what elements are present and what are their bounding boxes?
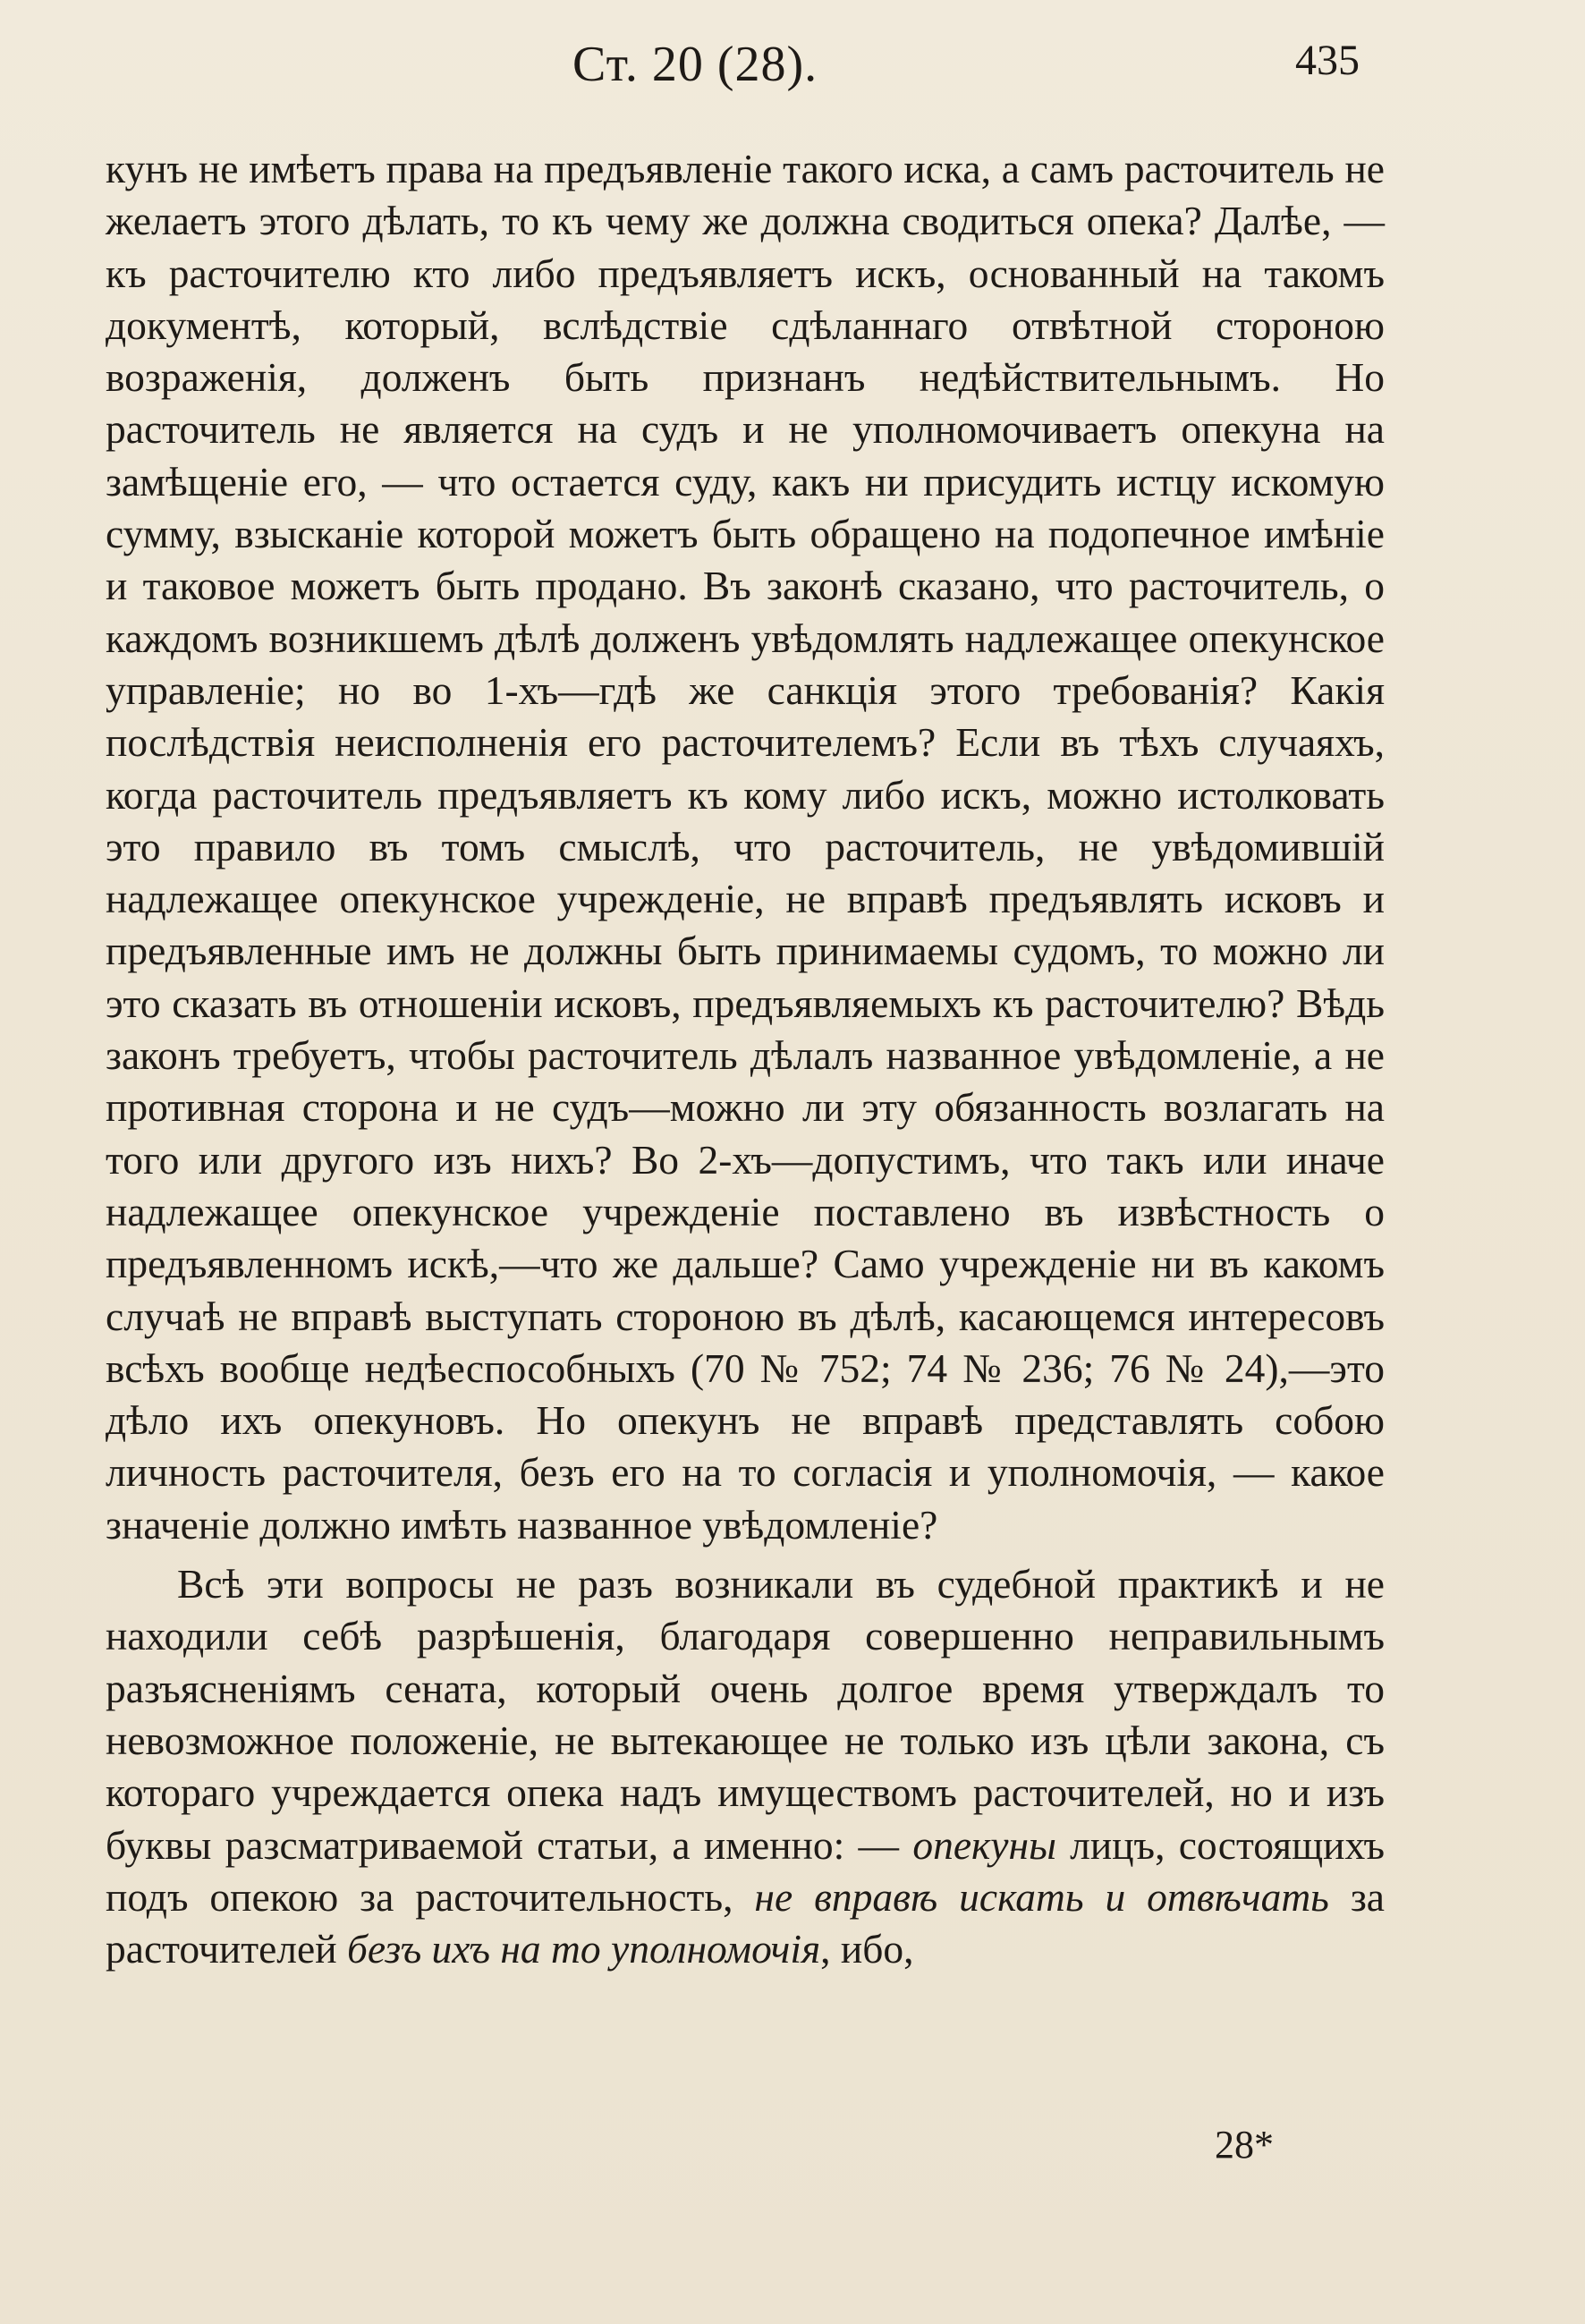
italic-segment: не вправѣ искать и отвѣчать: [754, 1873, 1329, 1920]
text-segment: за расточителей: [106, 1873, 1386, 1972]
signature-mark: 28*: [1215, 2123, 1274, 2167]
paragraph: [106, 1558, 1385, 1975]
text-segment: Всѣ эти вопросы не разъ возникали въ судебной практикѣ и не находили себѣ разрѣшенія, благодаря совершенно неправильнымъ разъясненіямъ сената, который очень долгое время утверждалъ то невозможное положеніе, не вытекающее не только изъ цѣли закона, съ котораго учреждается опека надъ имуществомъ расточителей, но и изъ буквы разсматриваемой статьи, а именно: —: [106, 1561, 1385, 1868]
paragraph: [106, 143, 1385, 1551]
italic-segment: опекуны: [912, 1821, 1056, 1868]
running-head: Ст. 20 (28).: [572, 37, 818, 92]
italic-segment: безъ ихъ на то уполномочія: [346, 1926, 821, 1972]
page-header: [107, 36, 1360, 107]
text-segment: лицъ, состоящихъ подъ опекою за расточительность,: [106, 1821, 1386, 1920]
text-segment: , ибо,: [820, 1926, 914, 1972]
body-text: [106, 143, 1385, 1975]
text-segment: кунъ не имѣетъ права на предъявленіе такого иска, а самъ расточитель не желаетъ этого дѣлать, то къ чему же должна сводиться опека? Далѣе, — къ расточителю кто либо предъявляетъ искъ, основанный на такомъ документѣ, который, вслѣдствіе сдѣланнаго отвѣтной стороною возраженія, долженъ быть признанъ недѣйствительнымъ. Но расточитель не является на судъ и не уполномочиваетъ опекуна на замѣщеніе его, — что остается суду, какъ ни присудить истцу искомую сумму, взысканіе которой можетъ быть обращено на подопечное имѣніе и таковое можетъ быть продано. Въ законѣ сказано, что расточитель, о каждомъ возникшемъ дѣлѣ долженъ увѣдомлять надлежащее опекунское управленіе; но во 1-хъ—гдѣ же санкція этого требованія? Какія послѣдствія неисполненія его расточителемъ? Если въ тѣхъ случаяхъ, когда расточитель предъявляетъ къ кому либо искъ, можно истолковать это правило въ томъ смыслѣ, что расточитель, не увѣдомившій надлежащее опекунское учрежденіе, не вправѣ предъявлять исковъ и предъявленные имъ не должны быть принимаемы судомъ, то можно ли это сказать въ отношеніи исковъ, предъявляемыхъ къ расточителю? Вѣдь законъ требуетъ, чтобы расточитель дѣлалъ названное увѣдомленіе, а не противная сторона и не судъ—можно ли эту обязанность возлагать на того или другого изъ нихъ? Во 2-хъ—допустимъ, что такъ или иначе надлежащее опекунское учрежденіе поставлено въ извѣстность о предъявленномъ искѣ,—что же дальше? Само учрежденіе ни въ какомъ случаѣ не вправѣ выступать стороною въ дѣлѣ, касающемся интересовъ всѣхъ вообще недѣеспособныхъ (70 № 752; 74 № 236; 76 № 24),—это дѣло ихъ опекуновъ. Но опекунъ не вправѣ представлять собою личность расточителя, безъ его на то согласія и уполномочія, — какое значеніе должно имѣть названное увѣдомленіе?: [106, 146, 1385, 1548]
page-number: 435: [1295, 37, 1360, 84]
